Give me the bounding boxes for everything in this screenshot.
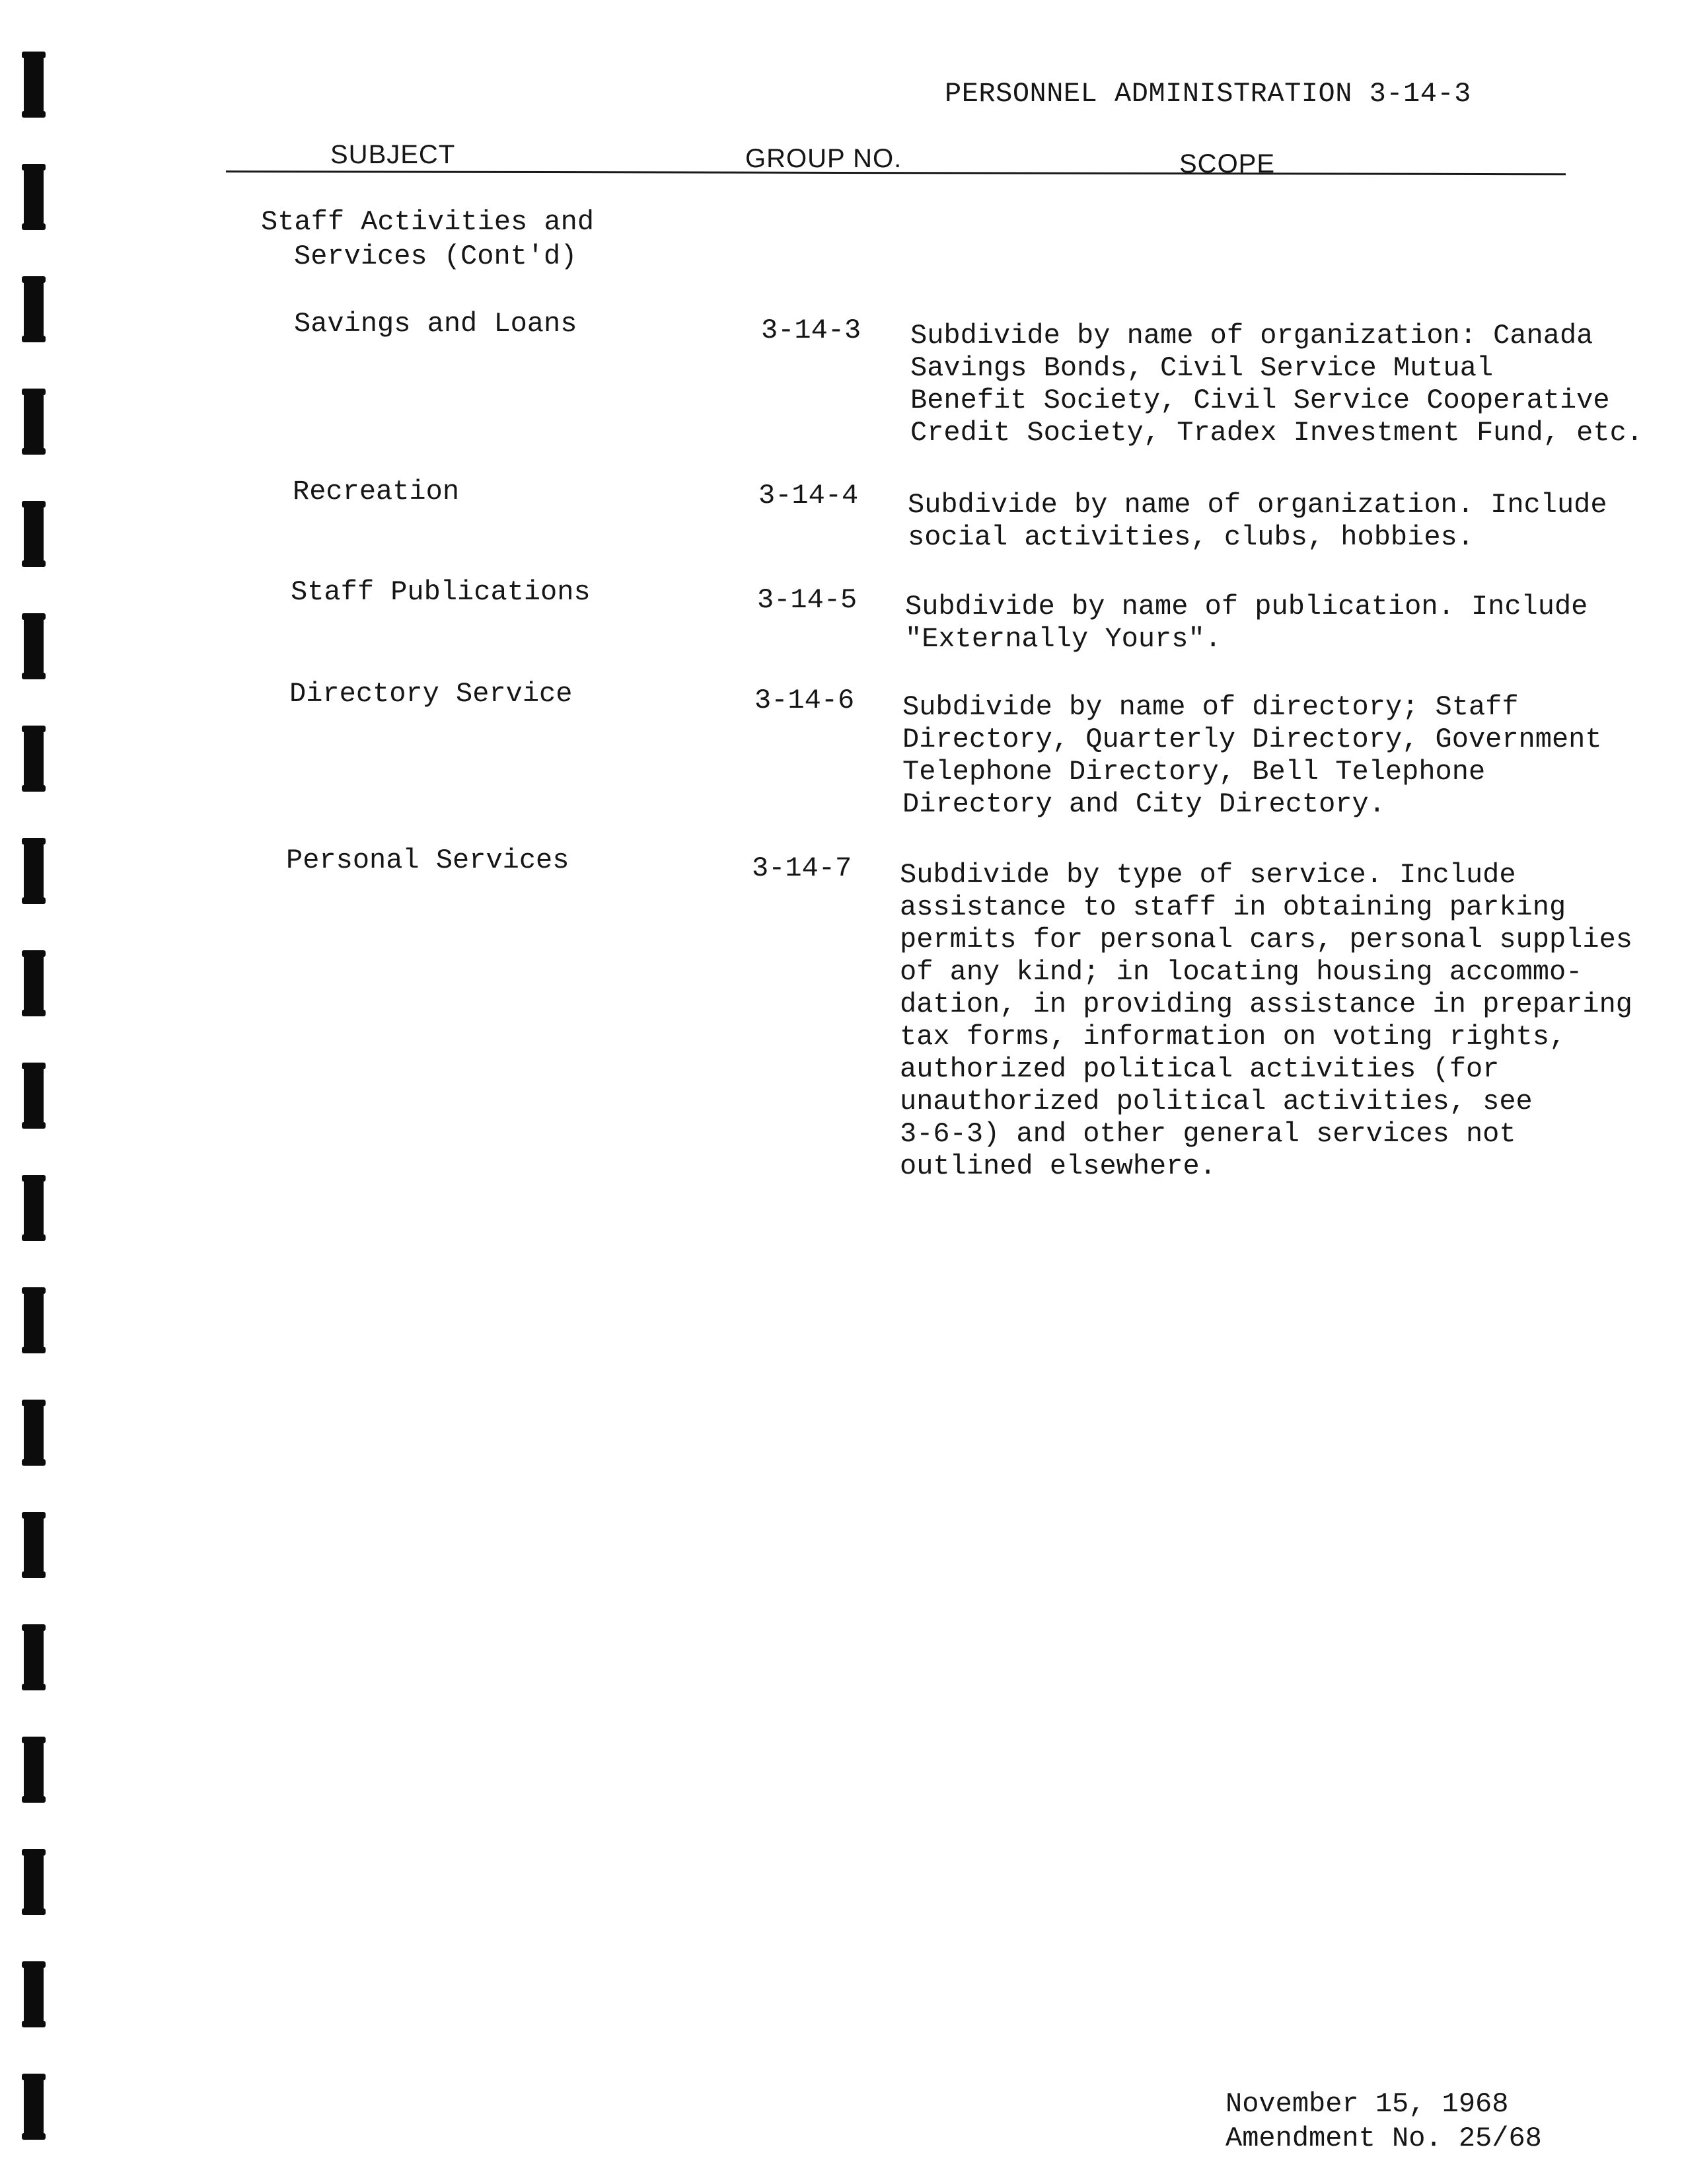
binding-hole bbox=[24, 1850, 44, 1914]
column-header-group-no: GROUP NO. bbox=[745, 144, 902, 173]
binding-hole bbox=[24, 1626, 44, 1689]
entry-subject: Recreation bbox=[293, 476, 460, 508]
section-title-line: Services (Cont'd) bbox=[294, 241, 577, 272]
footer-date: November 15, 1968 bbox=[1225, 2088, 1509, 2120]
scope-line: outlined elsewhere. bbox=[900, 1150, 1216, 1182]
entry-group-number: 3-14-5 bbox=[757, 584, 858, 616]
scope-line: Telephone Directory, Bell Telephone bbox=[902, 756, 1486, 788]
scope-line: permits for personal cars, personal supplies bbox=[900, 924, 1632, 956]
scope-line: Directory and City Directory. bbox=[902, 788, 1385, 820]
entry-scope bbox=[902, 691, 1662, 821]
entry-group-number: 3-14-4 bbox=[758, 480, 859, 511]
binding-hole bbox=[24, 727, 44, 790]
section-title bbox=[261, 205, 594, 274]
binding-hole bbox=[24, 1738, 44, 1801]
entry-scope bbox=[905, 591, 1665, 656]
scope-line: Subdivide by name of organization: Canada bbox=[910, 320, 1593, 352]
binding-hole bbox=[24, 839, 44, 903]
scope-line: Subdivide by name of organization. Include bbox=[908, 489, 1607, 521]
binding-holes bbox=[24, 53, 50, 2167]
entry-subject: Personal Services bbox=[286, 845, 569, 876]
scope-line: unauthorized political activities, see bbox=[900, 1086, 1533, 1117]
entry-group-number: 3-14-3 bbox=[761, 315, 861, 346]
scope-line: authorized political activities (for bbox=[900, 1053, 1500, 1085]
binding-hole bbox=[24, 1963, 44, 2026]
binding-hole bbox=[24, 1401, 44, 1464]
footer bbox=[1225, 2087, 1542, 2156]
entry-scope bbox=[910, 320, 1670, 449]
entry-group-number: 3-14-6 bbox=[754, 685, 855, 716]
binding-hole bbox=[24, 1513, 44, 1577]
binding-hole bbox=[24, 1176, 44, 1240]
section-title-line: Staff Activities and bbox=[261, 206, 595, 238]
binding-hole bbox=[24, 952, 44, 1015]
entry-subject: Savings and Loans bbox=[294, 308, 577, 340]
scope-line: tax forms, information on voting rights, bbox=[900, 1021, 1566, 1053]
binding-hole bbox=[24, 2075, 44, 2138]
running-head: PERSONNEL ADMINISTRATION 3-14-3 bbox=[945, 78, 1471, 110]
binding-hole bbox=[24, 278, 44, 341]
entry-scope bbox=[908, 489, 1667, 554]
binding-hole bbox=[24, 53, 44, 116]
scope-line: assistance to staff in obtaining parking bbox=[900, 891, 1566, 923]
binding-hole bbox=[24, 390, 44, 453]
binding-hole bbox=[24, 1064, 44, 1127]
scope-line: Directory, Quarterly Directory, Government bbox=[902, 724, 1602, 755]
footer-amendment: Amendment No. 25/68 bbox=[1225, 2123, 1542, 2154]
column-header-subject: SUBJECT bbox=[330, 140, 456, 169]
scope-line: Subdivide by type of service. Include bbox=[900, 859, 1516, 891]
scope-line: Savings Bonds, Civil Service Mutual bbox=[910, 352, 1494, 384]
scope-line: of any kind; in locating housing accommo- bbox=[900, 956, 1583, 988]
scope-line: Subdivide by name of directory; Staff bbox=[902, 691, 1519, 723]
scope-line: social activities, clubs, hobbies. bbox=[908, 521, 1474, 553]
binding-hole bbox=[24, 502, 44, 566]
entry-group-number: 3-14-7 bbox=[752, 852, 852, 884]
entry-subject: Staff Publications bbox=[291, 576, 591, 608]
scope-line: dation, in providing assistance in preparing bbox=[900, 989, 1632, 1020]
binding-hole bbox=[24, 1289, 44, 1352]
scope-line: Subdivide by name of publication. Include bbox=[905, 591, 1588, 622]
entry-subject: Directory Service bbox=[289, 678, 573, 710]
binding-hole bbox=[24, 615, 44, 678]
scope-line: Benefit Society, Civil Service Cooperative bbox=[910, 385, 1610, 416]
entry-scope bbox=[900, 859, 1660, 1183]
binding-hole bbox=[24, 165, 44, 229]
scope-line: "Externally Yours". bbox=[905, 623, 1222, 655]
scope-line: Credit Society, Tradex Investment Fund, etc. bbox=[910, 417, 1643, 449]
scope-line: 3-6-3) and other general services not bbox=[900, 1118, 1516, 1150]
column-header-scope: SCOPE bbox=[1179, 149, 1276, 178]
